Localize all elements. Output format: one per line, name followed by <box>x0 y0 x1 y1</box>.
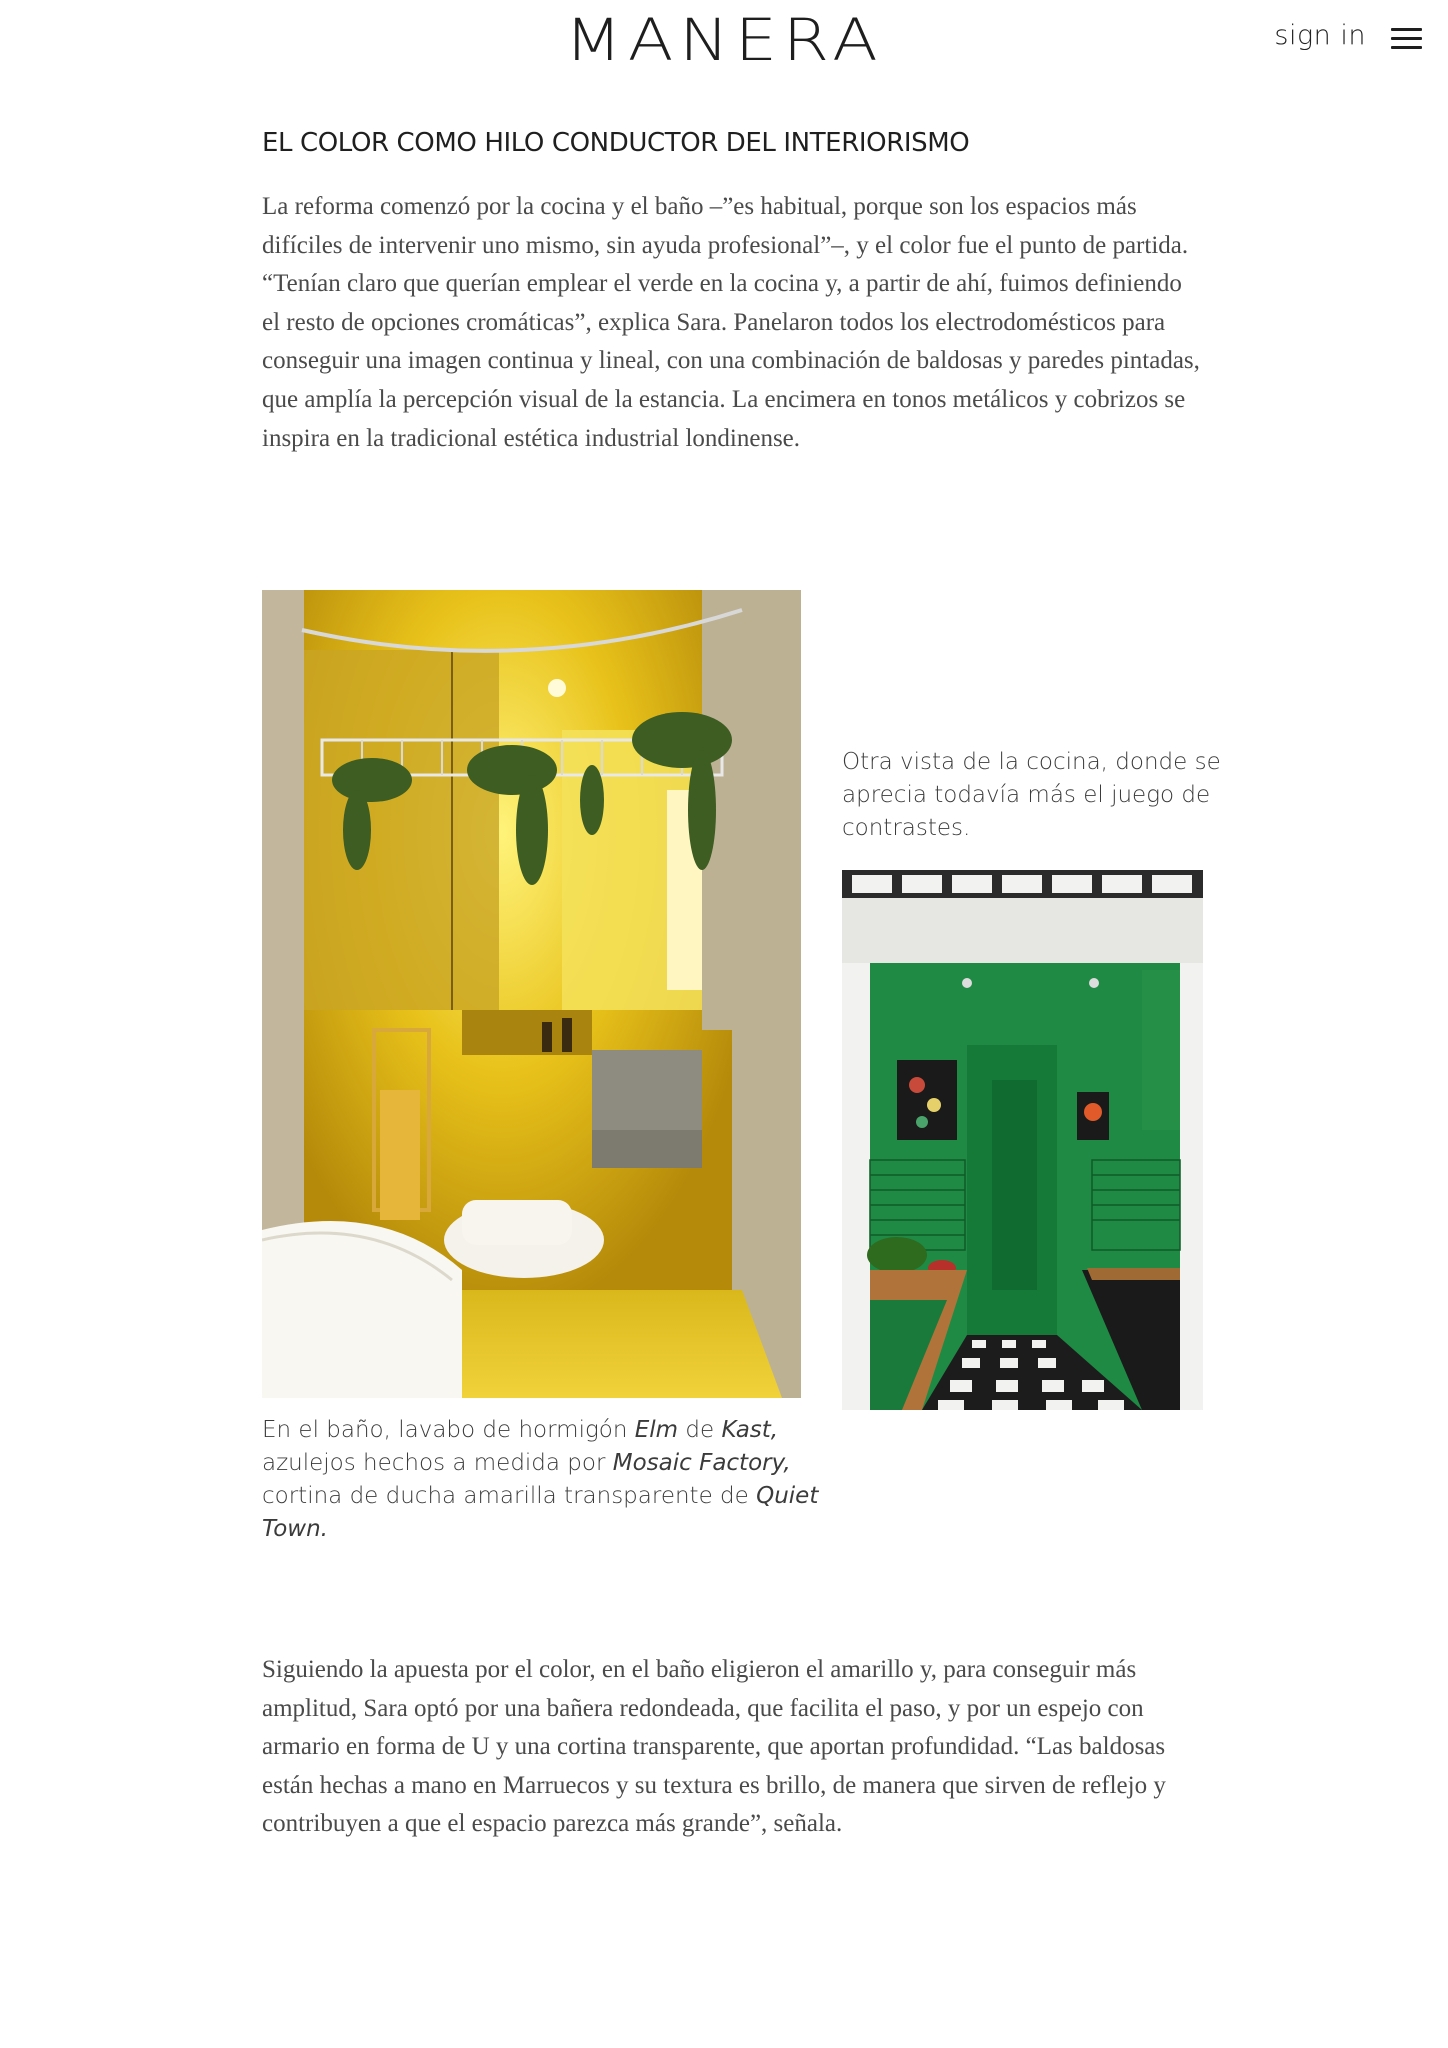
bathroom-photo <box>262 590 801 1398</box>
hamburger-menu-icon[interactable] <box>1391 28 1422 50</box>
kitchen-photo-caption: Otra vista de la cocina, donde se aprecia todavía más el juego de contrastes. <box>842 749 1221 841</box>
site-logo[interactable]: MANERA <box>564 6 884 74</box>
article-paragraph: La reforma comenzó por la cocina y el baño –”es habitual, porque son los espacios más difíciles de intervenir uno mismo, sin ayuda profesional”–, y el color fue el punto de partida. “Tenían claro que querían emplear el verde en la cocina y, a partir de ahí, fuimos definiendo el resto de opciones cromáticas”, explica Sara. Panelaron todos los electrodomésticos para conseguir una imagen continua y lineal, con una combinación de baldosas y paredes pintadas, que amplía la percepción visual de la estancia. La encimera en tonos metálicos y cobrizos se inspira en la tradicional estética industrial londinense. <box>262 193 1200 452</box>
kitchen-photo <box>842 870 1203 1410</box>
site-header <box>0 0 1448 90</box>
sign-in-link[interactable]: sign in <box>1274 20 1366 51</box>
article-paragraph: Siguiendo la apuesta por el color, en el baño eligieron el amarillo y, para conseguir más amplitud, Sara optó por una bañera redondeada, que facilita el paso, y por un espejo con armario en forma de U y una cortina transparente, que aportan profundidad. “Las baldosas están hechas a mano en Marruecos y su textura es brillo, de manera que sirven de reflejo y contribuyen a que el espacio parezca más grande”, señala. <box>262 1656 1166 1838</box>
section-heading: EL COLOR COMO HILO CONDUCTOR DEL INTERIORISMO <box>262 128 970 158</box>
bathroom-photo-caption: En el baño, lavabo de hormigón Elm de Kast, azulejos hechos a medida por Mosaic Factory, cortina de ducha amarilla transparente de Quiet Town. <box>262 1417 819 1542</box>
